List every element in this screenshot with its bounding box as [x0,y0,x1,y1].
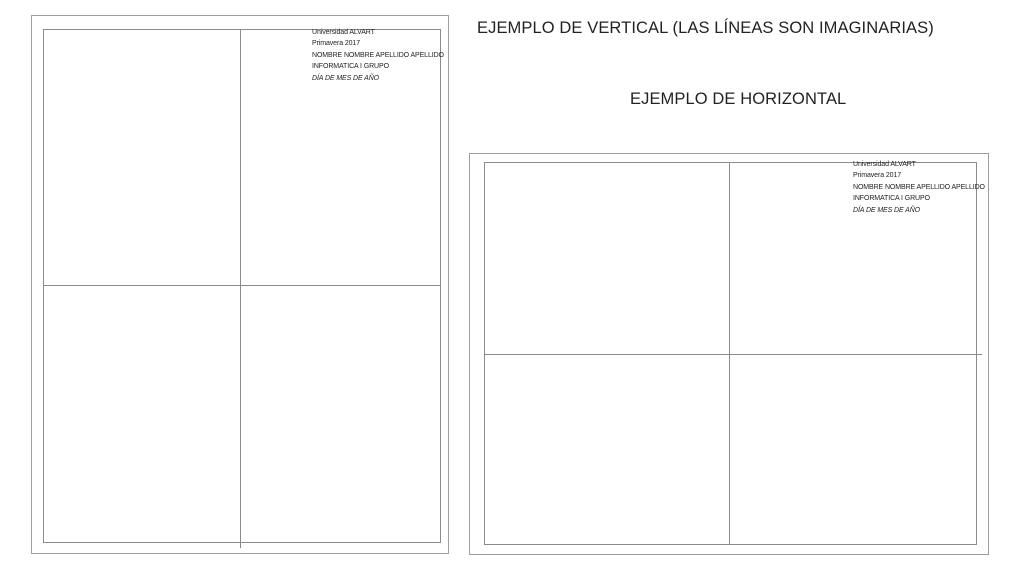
vertical-sheet [31,15,449,554]
date-text: DÍA DE MES DE AÑO [312,74,380,82]
group-text: INFORMATICA I GRUPO [853,195,930,203]
vertical-sheet-margin [43,29,441,543]
names-text: NOMBRE NOMBRE APELLIDO APELLIDO [312,51,444,59]
names-text: NOMBRE NOMBRE APELLIDO APELLIDO [853,183,985,191]
vertical-student-info [312,27,444,84]
university-text: Universidad ALVART [312,29,375,36]
date-text: DÍA DE MES DE AÑO [853,206,921,214]
term-text: Primavera 2017 [312,40,361,48]
horizontal-center-line [484,354,982,355]
vertical-center-line [240,29,241,548]
group-text: INFORMATICA I GRUPO [312,63,389,71]
horizontal-example-title: EJEMPLO DE HORIZONTAL [630,90,847,108]
horizontal-center-line [43,285,441,286]
vertical-example-title: EJEMPLO DE VERTICAL (LAS LÍNEAS SON IMAGINARIAS) [477,19,934,37]
horizontal-student-info [853,159,985,216]
term-text: Primavera 2017 [853,172,902,180]
university-text: Universidad ALVART [853,161,916,168]
horizontal-sheet [469,153,989,555]
